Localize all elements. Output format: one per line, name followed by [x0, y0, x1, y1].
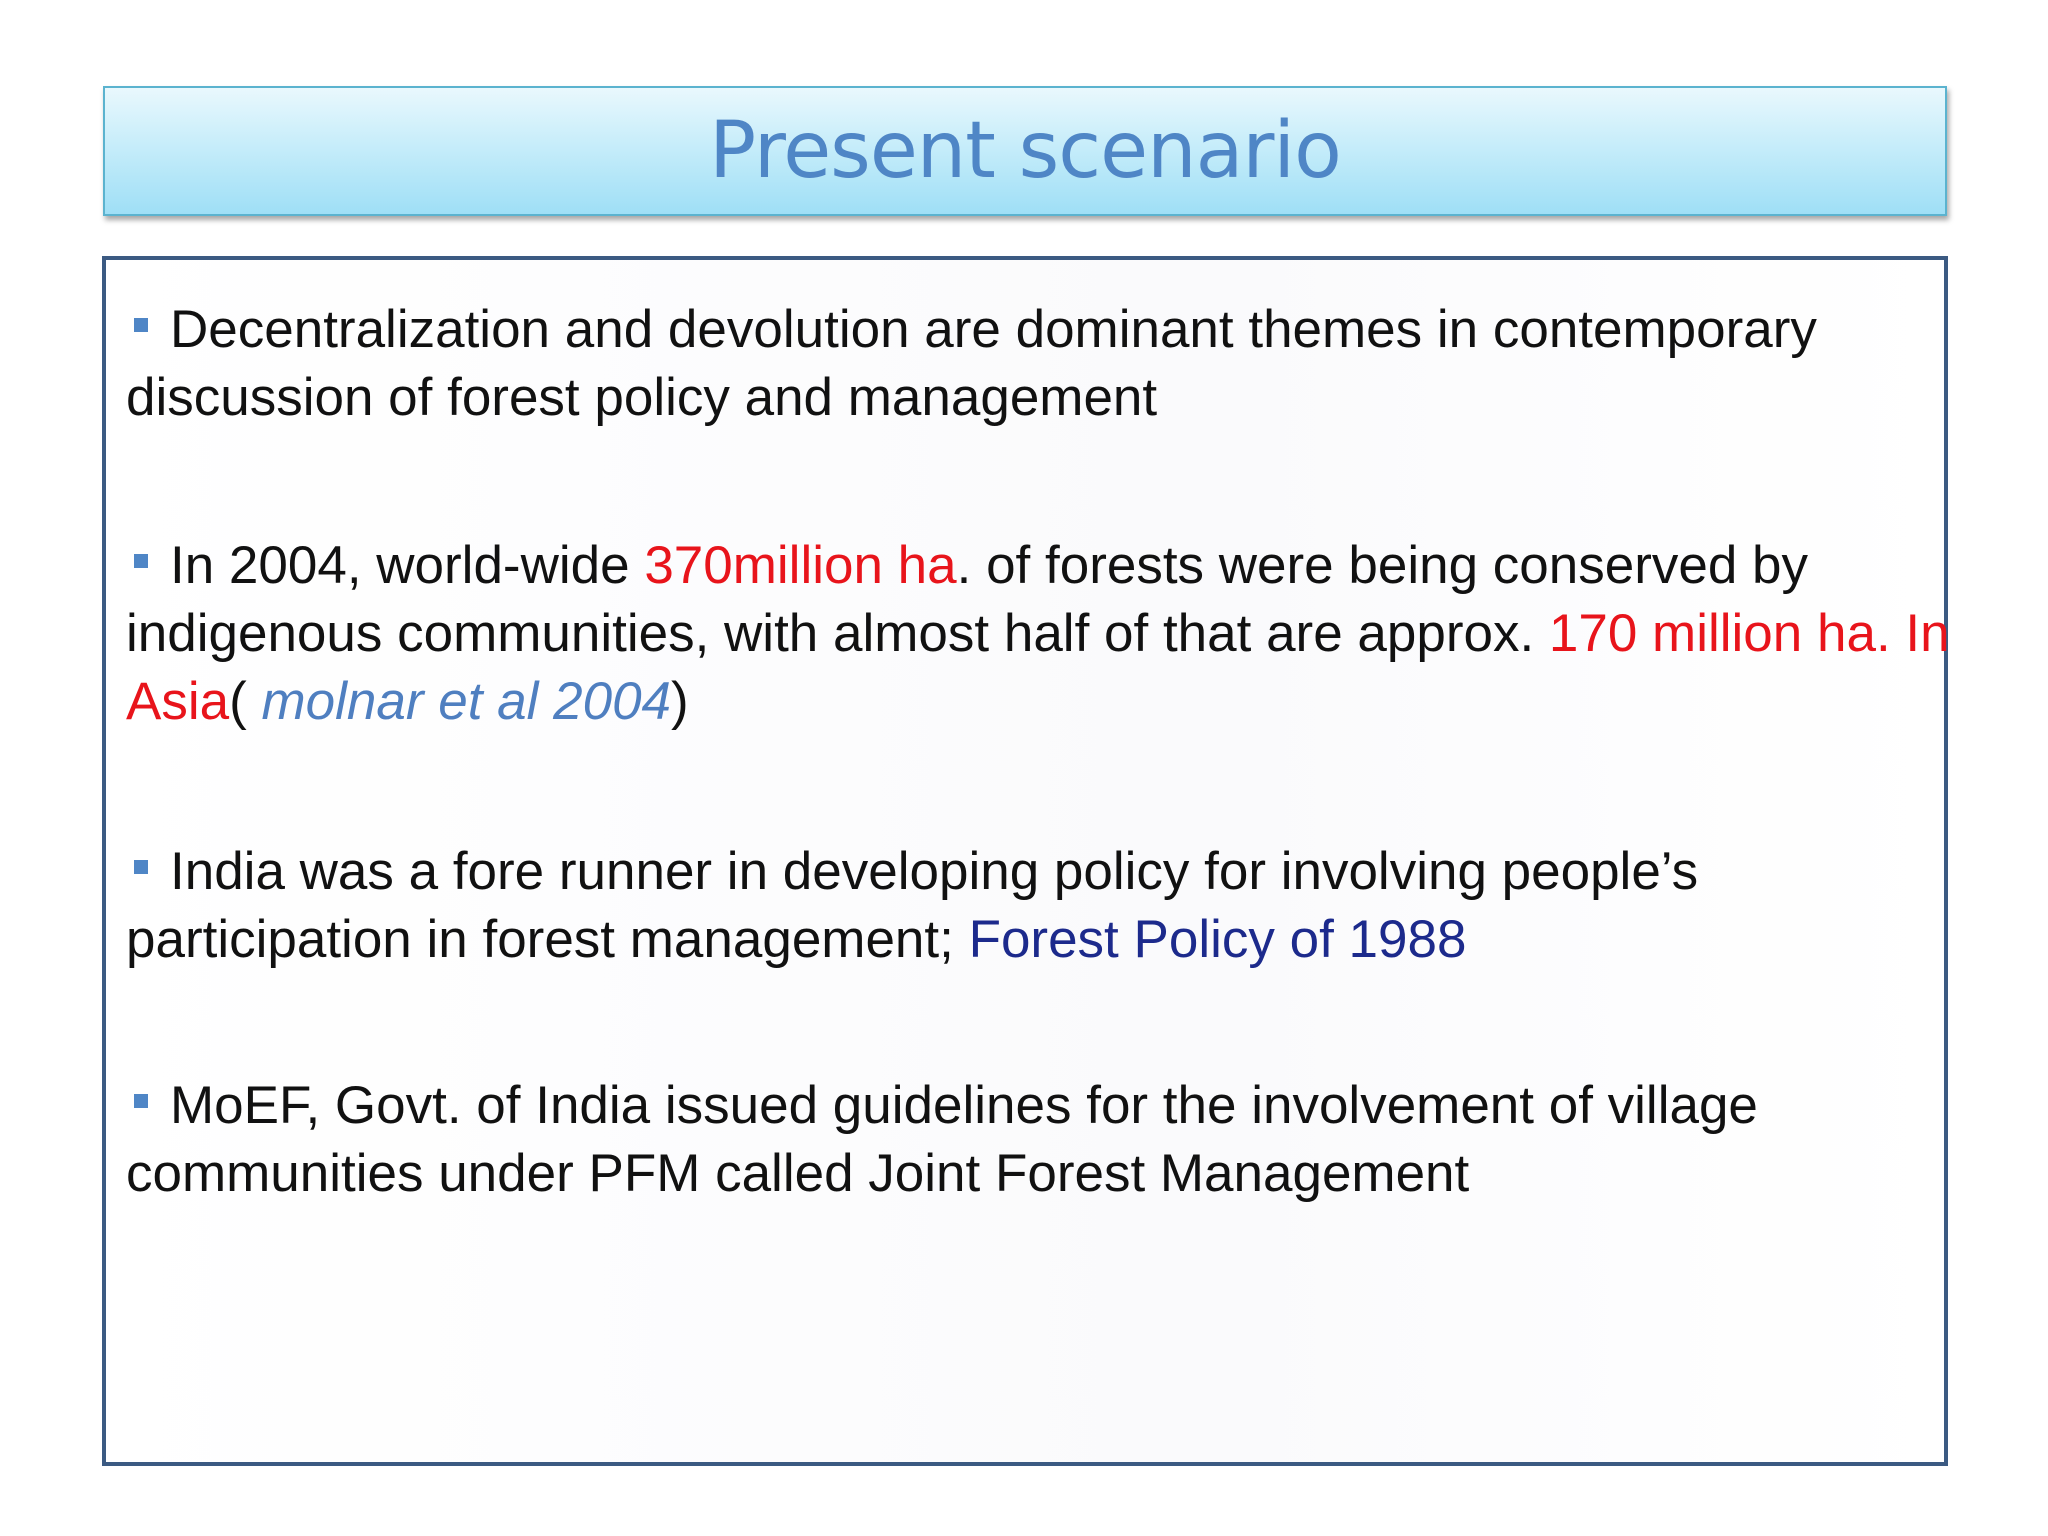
highlight-area-asia: 170 million ha. In Asia [126, 604, 1950, 731]
bullet-text: ) [671, 672, 689, 731]
square-bullet-icon [134, 860, 148, 874]
bullet-item-india-forerunner [126, 838, 1956, 974]
square-bullet-icon [134, 1094, 148, 1108]
bullet-item-moef-guidelines [126, 1072, 1956, 1208]
bullet-item-decentralization [126, 296, 1956, 432]
slide-title-bar [103, 86, 1947, 216]
square-bullet-icon [134, 554, 148, 568]
slide-title: Present scenario [709, 106, 1341, 196]
bullet-text: In 2004, world-wide [170, 536, 645, 595]
bullet-text: . of forests were being conserved by indigenous communities, with almost half of that are approx. [126, 536, 1809, 663]
highlight-forest-policy: Forest Policy of 1988 [968, 910, 1467, 969]
slide-content-box [102, 256, 1948, 1466]
citation: molnar et al 2004 [261, 672, 672, 731]
bullet-text: ( [229, 672, 262, 731]
highlight-area-world: 370million ha [644, 536, 957, 595]
bullet-text: Decentralization and devolution are dominant themes in contemporary discussion of forest policy and management [126, 300, 1817, 427]
bullet-item-world-wide-forests [126, 532, 1956, 736]
bullet-text: MoEF, Govt. of India issued guidelines for the involvement of village communities under PFM called Joint Forest Management [126, 1076, 1758, 1203]
bullet-text: India was a fore runner in developing policy for involving people’s participation in forest management; [126, 842, 1699, 969]
square-bullet-icon [134, 318, 148, 332]
